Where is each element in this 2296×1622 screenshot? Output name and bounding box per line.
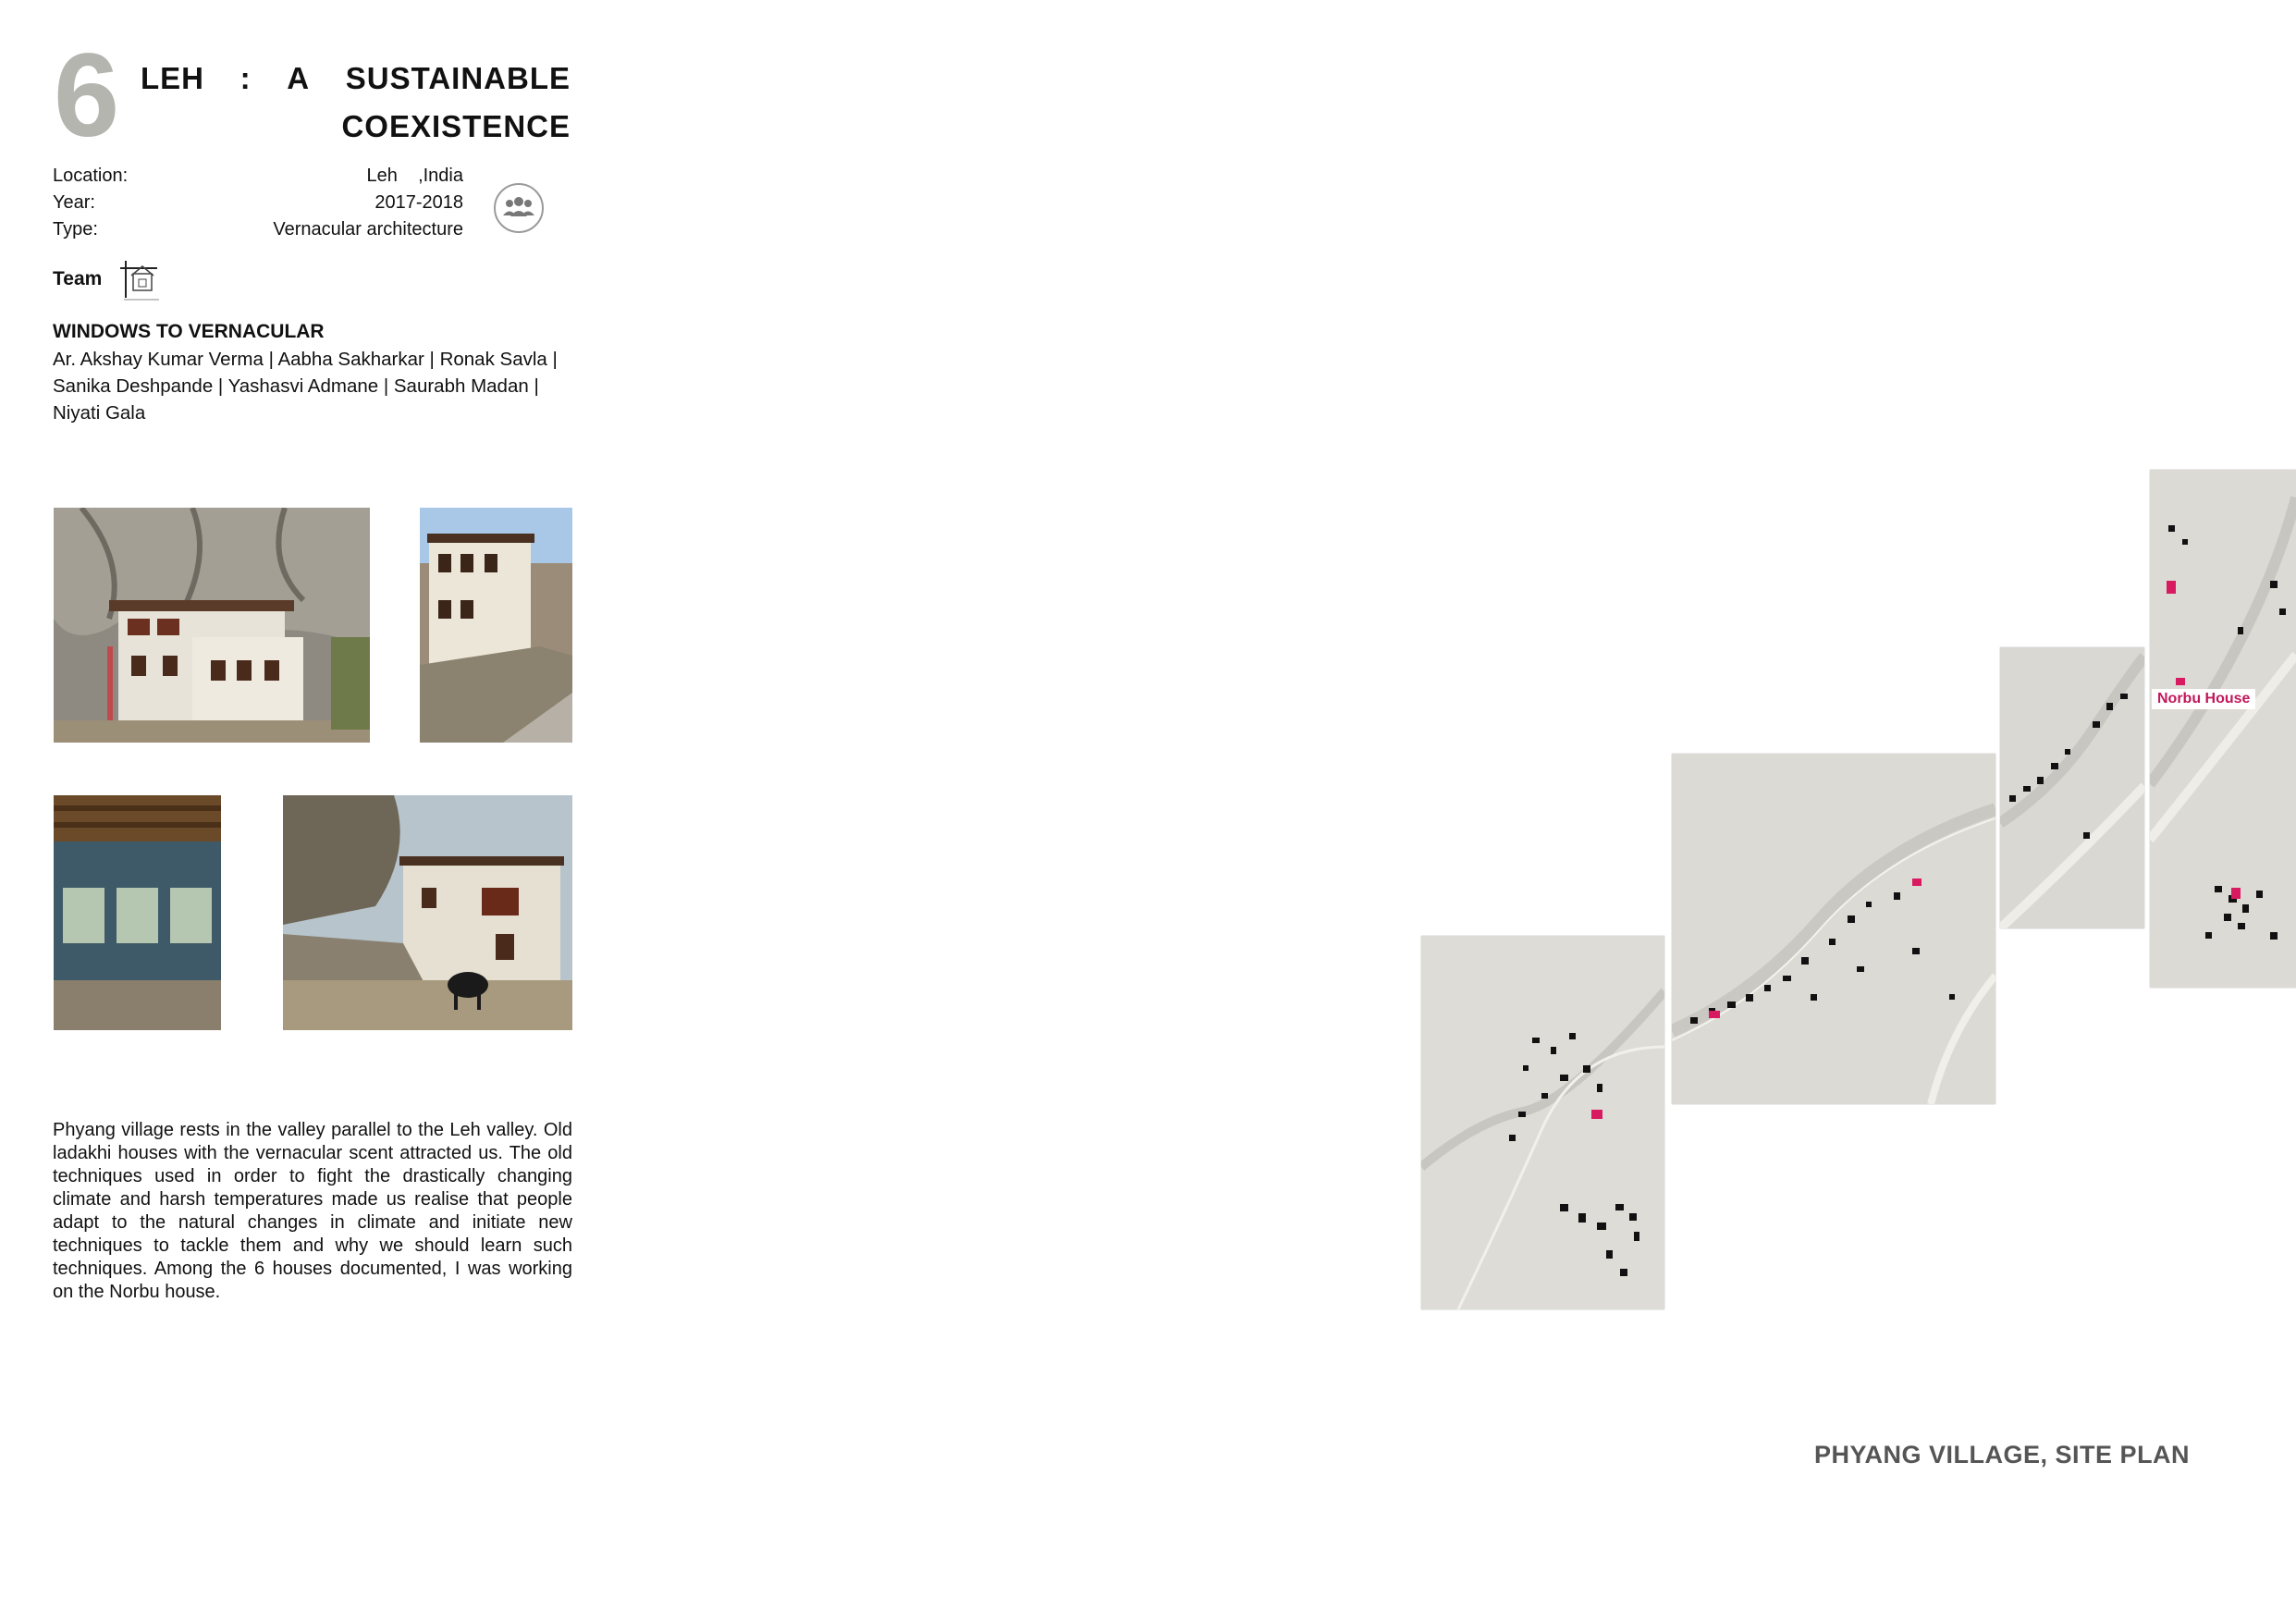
meta-location — [53, 166, 463, 191]
photo-interior-window — [54, 795, 221, 1030]
meta-type — [53, 219, 463, 245]
title-word-sustainable: SUSTAINABLE — [345, 61, 571, 95]
meta-label: Year: — [53, 192, 95, 213]
meta-value: Leh ,India — [366, 166, 463, 186]
title-separator: : — [239, 61, 252, 95]
title-word-leh: LEH — [141, 61, 204, 95]
title-word-a: A — [287, 61, 311, 95]
project-description: Phyang village rests in the valley parallel to the Leh valley. Old ladakhi houses with the vernacular scent attracted us. The old techniques used in order to fight the drastically changing climate and harsh temperatures made us realise that people adapt to the natural changes in climate and initiate new techniques to tackle them and why we should learn such techniques. Among the 6 houses documented, I was working on the Norbu house. — [53, 1120, 572, 1302]
windows-to-vernacular-logo — [117, 257, 165, 305]
site-plan-tile-3 — [2000, 647, 2144, 928]
photo-house-cliff — [54, 508, 370, 743]
team-members: Ar. Akshay Kumar Verma | Aabha Sakharkar | Ronak Savla | Sanika Deshpande | Yashasvi Admane | Saurabh Madan | Niyati Gala — [53, 349, 558, 424]
meta-label: Type: — [53, 219, 98, 240]
site-plan-tile-1 — [1421, 936, 1664, 1309]
group-icon — [494, 183, 544, 233]
project-title-line2: COEXISTENCE — [341, 109, 571, 143]
team-label: Team — [53, 268, 103, 289]
project-number: 6 — [54, 30, 120, 162]
photo-house-yak — [283, 795, 572, 1030]
meta-year — [53, 192, 463, 218]
project-title-line1 — [141, 61, 571, 96]
norbu-house-marker-label: Norbu House — [2152, 689, 2255, 709]
team-name: WINDOWS TO VERNACULAR — [53, 321, 325, 342]
site-plan-tile-2 — [1672, 754, 1995, 1104]
meta-label: Location: — [53, 166, 129, 186]
meta-value: Vernacular architecture — [273, 219, 463, 240]
site-plan-caption: PHYANG VILLAGE, SITE PLAN — [1814, 1441, 2191, 1468]
site-plan-tile-4 — [2150, 470, 2296, 988]
photo-house-slope — [420, 508, 572, 743]
meta-value: 2017-2018 — [374, 192, 463, 213]
